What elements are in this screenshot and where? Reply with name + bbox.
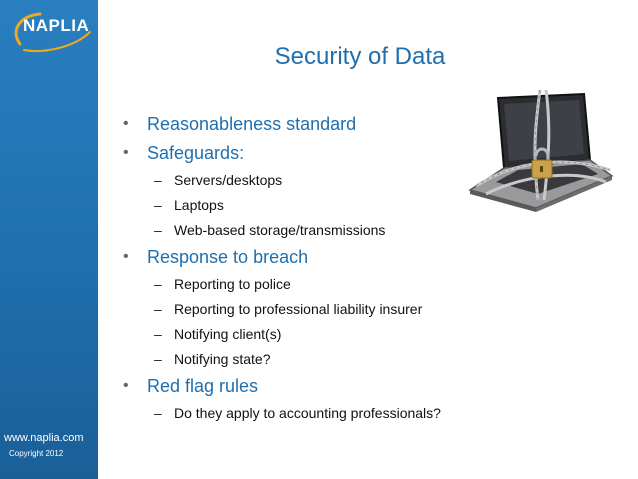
- sub-bullet-label: Notifying state?: [174, 351, 271, 367]
- bullet-label: Red flag rules: [147, 376, 259, 396]
- bullet-item: [120, 375, 500, 397]
- sub-bullet-label: Laptops: [174, 197, 224, 213]
- sub-bullet-item: [120, 221, 500, 239]
- dash-icon: –: [154, 301, 162, 317]
- dash-icon: –: [154, 222, 162, 238]
- bullet-label: Safeguards:: [147, 143, 245, 163]
- dash-icon: –: [154, 405, 162, 421]
- sub-bullet-item: [120, 196, 500, 214]
- sub-bullet-label: Notifying client(s): [174, 326, 282, 342]
- dash-icon: –: [154, 172, 162, 188]
- bullet-dot-icon: •: [123, 248, 129, 265]
- dash-icon: –: [154, 276, 162, 292]
- bullet-item: [120, 113, 500, 135]
- sub-bullet-label: Web-based storage/transmissions: [174, 222, 386, 238]
- footer-url[interactable]: www.naplia.com: [4, 432, 84, 444]
- sub-bullet-item: [120, 300, 500, 318]
- bullet-dot-icon: •: [123, 144, 129, 161]
- naplia-logo: [6, 10, 94, 58]
- sub-bullet-label: Reporting to professional liability insurer: [174, 301, 423, 317]
- sub-bullet-item: [120, 350, 500, 368]
- bullet-item: [120, 142, 500, 164]
- sub-bullet-label: Do they apply to accounting professionals?: [174, 405, 441, 421]
- logo-text: NAPLIA: [23, 16, 90, 35]
- dash-icon: –: [154, 197, 162, 213]
- sub-bullet-item: [120, 171, 500, 189]
- dash-icon: –: [154, 351, 162, 367]
- bullet-dot-icon: •: [123, 377, 129, 394]
- bullet-list: [120, 113, 500, 429]
- left-sidebar: [0, 0, 98, 479]
- slide-title: Security of Data: [274, 43, 446, 70]
- sub-bullet-item: [120, 325, 500, 343]
- bullet-item: [120, 246, 500, 268]
- footer-copyright: Copyright 2012: [9, 449, 64, 458]
- sub-bullet-item: [120, 275, 500, 293]
- dash-icon: –: [154, 326, 162, 342]
- bullet-label: Reasonableness standard: [147, 114, 357, 134]
- bullet-label: Response to breach: [147, 247, 309, 267]
- bullet-dot-icon: •: [123, 115, 129, 132]
- sub-bullet-label: Servers/desktops: [174, 172, 283, 188]
- sub-bullet-label: Reporting to police: [174, 276, 291, 292]
- sub-bullet-item: [120, 404, 500, 422]
- chained-laptop-image: [466, 90, 616, 214]
